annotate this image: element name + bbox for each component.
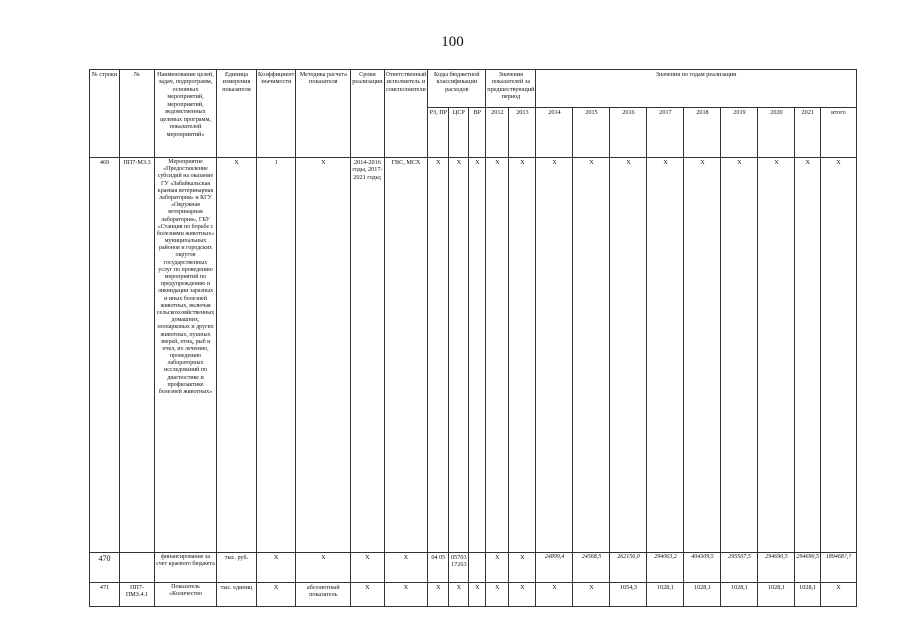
cell-name: Мероприятие «Предоставление субсидий на оказание ГУ «Забайкальская краевая ветеринарная лаборатория» и КГУ «Окружная ветеринарная лаборатория», ГБУ «Станция по борьбе с болезнями животных» муниципальных районов и городских округов государственных услуг по проведению мероприятий по предупреждению и ликвидации заразных и иных болезней животных, включая сельскохозяйственных домашних, зоопарковых и других животных, пушных зверей, птиц, рыб и пчел, их лечению, проведению лабораторных исследований по диагностике и профилактике болезней животных» bbox=[155, 158, 217, 553]
cell-year-value: Х bbox=[721, 158, 758, 553]
header-year: 2020 bbox=[758, 108, 795, 158]
cell-year-value: 1054,3 bbox=[610, 583, 647, 607]
cell-year-value: Х bbox=[536, 583, 573, 607]
header-year: 2012 bbox=[486, 108, 509, 158]
cell-total: 189468?,? bbox=[820, 553, 856, 583]
cell-row-no: 469 bbox=[90, 158, 120, 553]
header-year: 2013 bbox=[509, 108, 536, 158]
cell-name: финансирование за счет краевого бюджета bbox=[155, 553, 217, 583]
cell-unit: тыс. единиц bbox=[217, 583, 257, 607]
header-year: 2017 bbox=[647, 108, 684, 158]
cell-rz: 04 05 bbox=[428, 553, 449, 583]
cell-year-value: 1028,1 bbox=[647, 583, 684, 607]
cell-prev: Х bbox=[486, 158, 509, 553]
cell-prev: Х bbox=[486, 553, 509, 583]
cell-unit: Х bbox=[217, 158, 257, 553]
cell-prev: Х bbox=[509, 583, 536, 607]
cell-year-value: 1028,1 bbox=[721, 583, 758, 607]
cell-code: ПП7-МЗ.3 bbox=[120, 158, 155, 553]
cell-method: Х bbox=[296, 553, 351, 583]
cell-year-value: Х bbox=[573, 583, 610, 607]
cell-total: Х bbox=[820, 583, 856, 607]
cell-executor: Х bbox=[384, 583, 428, 607]
cell-total: Х bbox=[820, 158, 856, 553]
cell-rz: Х bbox=[428, 583, 449, 607]
cell-vr: Х bbox=[469, 583, 486, 607]
cell-year-value: Х bbox=[758, 158, 795, 553]
header-csr: ЦСР bbox=[449, 108, 469, 158]
cell-executor: ГВС, МСХ bbox=[384, 158, 428, 553]
cell-year-value: 1028,1 bbox=[758, 583, 795, 607]
cell-prev: Х bbox=[486, 583, 509, 607]
cell-year-value: Х bbox=[795, 158, 821, 553]
cell-name: Показатель «Количество bbox=[155, 583, 217, 607]
program-table bbox=[89, 69, 857, 607]
cell-unit: тыс. руб. bbox=[217, 553, 257, 583]
cell-csr: Х bbox=[449, 158, 469, 553]
cell-year-value: 294690,5 bbox=[758, 553, 795, 583]
header-unit: Единица измерения показателя bbox=[217, 70, 257, 158]
header-year: 2019 bbox=[721, 108, 758, 158]
cell-rz: Х bbox=[428, 158, 449, 553]
cell-code bbox=[120, 553, 155, 583]
header-prev-values: Значения показателей за предшествующий период bbox=[486, 70, 536, 108]
header-rz: РЗ, ПР bbox=[428, 108, 449, 158]
cell-year-value: 294063,2 bbox=[647, 553, 684, 583]
table-row bbox=[90, 158, 857, 553]
cell-coef: Х bbox=[257, 553, 296, 583]
header-total: итого bbox=[820, 108, 856, 158]
header-year: 2015 bbox=[573, 108, 610, 158]
cell-method: Х bbox=[296, 158, 351, 553]
cell-year-value: 404309,5 bbox=[684, 553, 721, 583]
cell-year-value: Х bbox=[684, 158, 721, 553]
header-coef: Коэффициент значимости bbox=[257, 70, 296, 158]
cell-year-value: Х bbox=[647, 158, 684, 553]
header-year: 2018 bbox=[684, 108, 721, 158]
header-year: 2016 bbox=[610, 108, 647, 158]
cell-year-value: 1028,1 bbox=[795, 583, 821, 607]
table-row bbox=[90, 583, 857, 607]
cell-prev: Х bbox=[509, 158, 536, 553]
cell-year-value: 295507,5 bbox=[721, 553, 758, 583]
table-row bbox=[90, 553, 857, 583]
cell-year-value: 1028,1 bbox=[684, 583, 721, 607]
cell-vr bbox=[469, 553, 486, 583]
header-budget-codes: Коды бюджетной классификации расходов bbox=[428, 70, 486, 108]
cell-csr: Х bbox=[449, 583, 469, 607]
cell-terms: Х bbox=[351, 583, 384, 607]
cell-year-value: Х bbox=[536, 158, 573, 553]
header-terms: Сроки реализации bbox=[351, 70, 384, 158]
cell-year-value: Х bbox=[610, 158, 647, 553]
header-years-values: Значения по годам реализации bbox=[536, 70, 857, 108]
cell-vr: Х bbox=[469, 158, 486, 553]
cell-csr: 05703 17263 bbox=[449, 553, 469, 583]
cell-year-value: 294690,5 bbox=[795, 553, 821, 583]
header-year: 2021 bbox=[795, 108, 821, 158]
cell-terms: 2014-2016 годы, 2017-2021 годы; bbox=[351, 158, 384, 553]
header-row-no: № строки bbox=[90, 70, 120, 158]
cell-row-no: 470 bbox=[90, 553, 120, 583]
cell-row-no: 471 bbox=[90, 583, 120, 607]
header-code: № bbox=[120, 70, 155, 158]
header-method: Методика расчета показателя bbox=[296, 70, 351, 158]
cell-year-value: Х bbox=[573, 158, 610, 553]
cell-prev: Х bbox=[509, 553, 536, 583]
cell-year-value: 262156,0 bbox=[610, 553, 647, 583]
cell-method: абсолютный показатель bbox=[296, 583, 351, 607]
cell-coef: Х bbox=[257, 583, 296, 607]
cell-coef: 1 bbox=[257, 158, 296, 553]
cell-terms: Х bbox=[351, 553, 384, 583]
cell-year-value: 24568,5 bbox=[573, 553, 610, 583]
cell-year-value: 24899,4 bbox=[536, 553, 573, 583]
page-number: 100 bbox=[441, 34, 464, 50]
header-name: Наименование целей, задач, подпрограмм, основных мероприятий, мероприятий, ведомственных целевых программ, показателей мероприятий» bbox=[155, 70, 217, 158]
cell-executor: Х bbox=[384, 553, 428, 583]
header-vr: ВР bbox=[469, 108, 486, 158]
header-executor: Ответственный исполнитель и соисполнители bbox=[384, 70, 428, 158]
header-year: 2014 bbox=[536, 108, 573, 158]
cell-code: ПП7-ПМЗ.4.1 bbox=[120, 583, 155, 607]
